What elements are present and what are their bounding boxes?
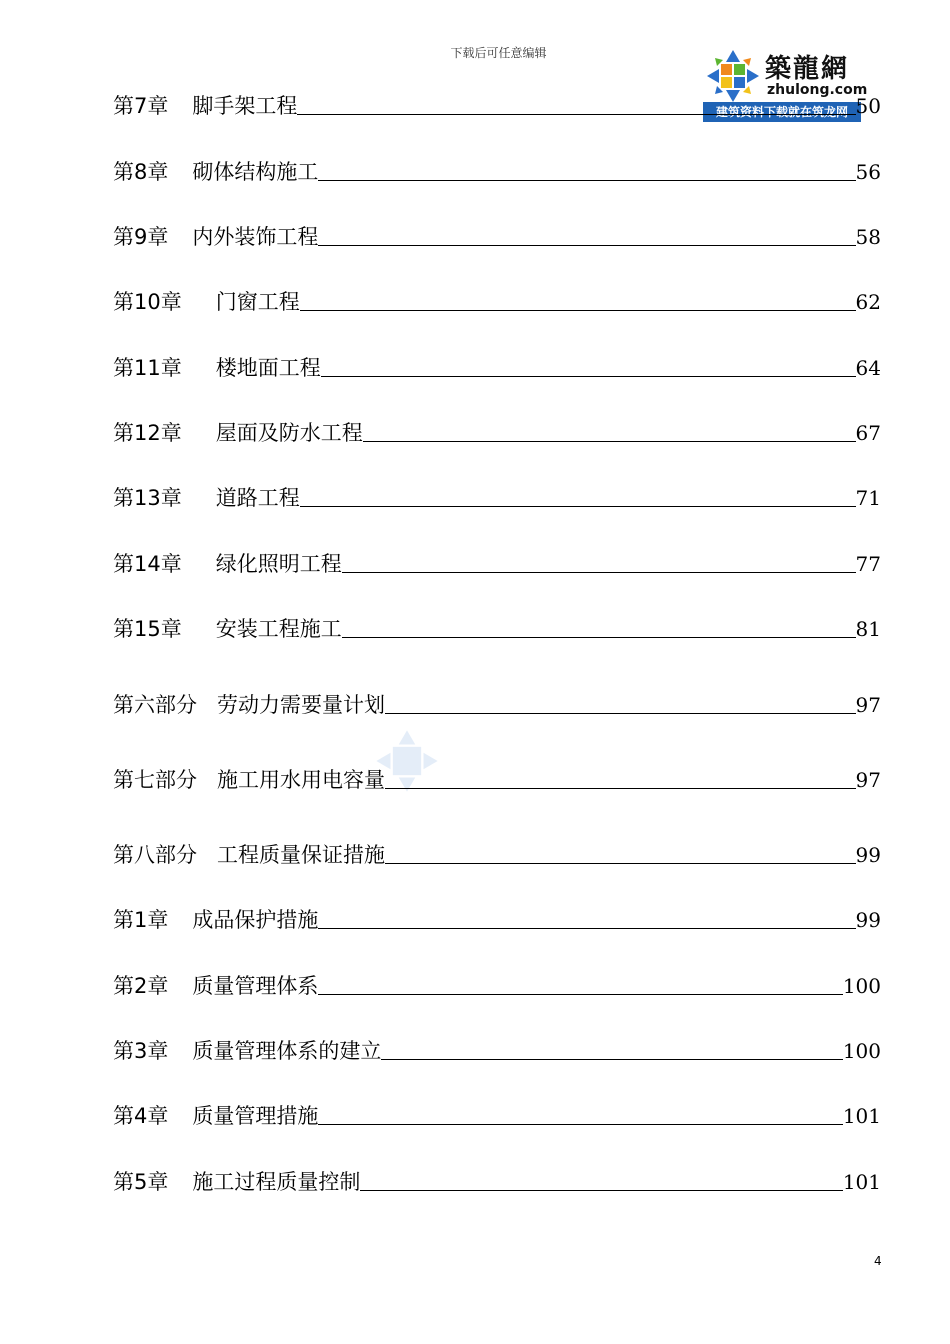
toc-page-number: 56	[855, 160, 881, 184]
toc-title: 楼地面工程	[215, 356, 321, 380]
toc-chapter-label: 第2章	[113, 974, 169, 998]
page-number: 4	[874, 1254, 882, 1268]
toc-page-number: 99	[855, 908, 881, 932]
toc-leader-line	[321, 375, 856, 377]
toc-chapter-label: 第15章	[113, 617, 182, 641]
toc-title: 劳动力需要量计划	[217, 693, 385, 717]
toc-chapter-label: 第7章	[113, 94, 169, 118]
toc-leader-line	[297, 113, 855, 115]
toc-chapter-label: 第10章	[113, 290, 182, 314]
toc-leader-line	[318, 244, 855, 246]
logo-cn-name: 築龍網	[765, 54, 850, 84]
toc-page-number: 100	[842, 1039, 881, 1063]
toc-chapter-label: 第六部分	[113, 693, 197, 717]
header-note: 下载后可任意编辑	[450, 46, 547, 60]
toc-entry[interactable]	[113, 480, 881, 510]
toc-chapter-label: 第4章	[113, 1104, 169, 1128]
toc-leader-line	[318, 1123, 842, 1125]
toc-entry[interactable]	[113, 1098, 881, 1128]
toc-title: 施工过程质量控制	[192, 1170, 361, 1194]
toc-entry[interactable]	[113, 88, 881, 118]
toc-leader-line	[385, 712, 856, 714]
toc-leader-line	[318, 993, 842, 995]
toc-page-number: 99	[855, 843, 881, 867]
toc-title: 绿化照明工程	[215, 552, 342, 576]
toc-title: 成品保护措施	[192, 908, 319, 932]
toc-chapter-label: 第11章	[113, 356, 182, 380]
toc-entry[interactable]	[113, 968, 881, 998]
toc-page-number: 97	[855, 768, 881, 792]
toc-chapter-label: 第8章	[113, 160, 169, 184]
toc-page-number: 101	[842, 1170, 881, 1194]
toc-page-number: 97	[855, 693, 881, 717]
toc-chapter-label: 第13章	[113, 486, 182, 510]
toc-entry[interactable]	[113, 154, 881, 184]
toc-page-number: 62	[855, 290, 881, 314]
toc-title: 砌体结构施工	[192, 160, 319, 184]
toc-entry[interactable]	[113, 687, 881, 717]
toc-title: 屋面及防水工程	[215, 421, 363, 445]
toc-title: 门窗工程	[215, 290, 300, 314]
toc-page-number: 71	[855, 486, 881, 510]
toc-chapter-label: 第9章	[113, 225, 169, 249]
toc-leader-line	[342, 571, 856, 573]
toc-chapter-label: 第七部分	[113, 768, 197, 792]
toc-leader-line	[385, 862, 856, 864]
toc-title: 质量管理体系的建立	[192, 1039, 382, 1063]
toc-leader-line	[385, 787, 856, 789]
toc-entry[interactable]	[113, 837, 881, 867]
logo-banner: 建筑资料下载就在筑龙网	[703, 102, 861, 122]
toc-title: 内外装饰工程	[192, 225, 319, 249]
toc-chapter-label: 第1章	[113, 908, 169, 932]
toc-entry[interactable]	[113, 219, 881, 249]
toc-page-number: 100	[842, 974, 881, 998]
toc-chapter-label: 第八部分	[113, 843, 197, 867]
toc-leader-line	[300, 505, 856, 507]
toc-chapter-label: 第5章	[113, 1170, 169, 1194]
toc-title: 质量管理体系	[192, 974, 319, 998]
toc-page-number: 67	[855, 421, 881, 445]
toc-chapter-label: 第3章	[113, 1039, 169, 1063]
toc-leader-line	[381, 1058, 842, 1060]
toc-chapter-label: 第12章	[113, 421, 182, 445]
toc-title: 质量管理措施	[192, 1104, 319, 1128]
toc-entry[interactable]	[113, 546, 881, 576]
logo-en-name: zhulong.com	[767, 82, 868, 98]
toc-title: 施工用水用电容量	[217, 768, 385, 792]
toc-page-number: 64	[855, 356, 881, 380]
toc-leader-line	[300, 309, 856, 311]
toc-entry[interactable]	[113, 1164, 881, 1194]
toc-page-number: 81	[855, 617, 881, 641]
toc-title: 脚手架工程	[192, 94, 298, 118]
toc-leader-line	[363, 440, 856, 442]
toc-entry[interactable]	[113, 762, 881, 792]
toc-leader-line	[360, 1189, 842, 1191]
toc-page-number: 58	[855, 225, 881, 249]
toc-page-number: 50	[855, 94, 881, 118]
toc-entry[interactable]	[113, 611, 881, 641]
toc-title: 安装工程施工	[215, 617, 342, 641]
toc-leader-line	[318, 927, 855, 929]
toc-page-number: 77	[855, 552, 881, 576]
toc-leader-line	[318, 179, 855, 181]
toc-entry[interactable]	[113, 415, 881, 445]
toc-title: 工程质量保证措施	[217, 843, 385, 867]
toc-title: 道路工程	[215, 486, 300, 510]
toc-page-number: 101	[842, 1104, 881, 1128]
toc-chapter-label: 第14章	[113, 552, 182, 576]
toc-entry[interactable]	[113, 284, 881, 314]
toc-entry[interactable]	[113, 902, 881, 932]
toc-leader-line	[342, 636, 856, 638]
toc-entry[interactable]	[113, 1033, 881, 1063]
toc-entry[interactable]	[113, 350, 881, 380]
